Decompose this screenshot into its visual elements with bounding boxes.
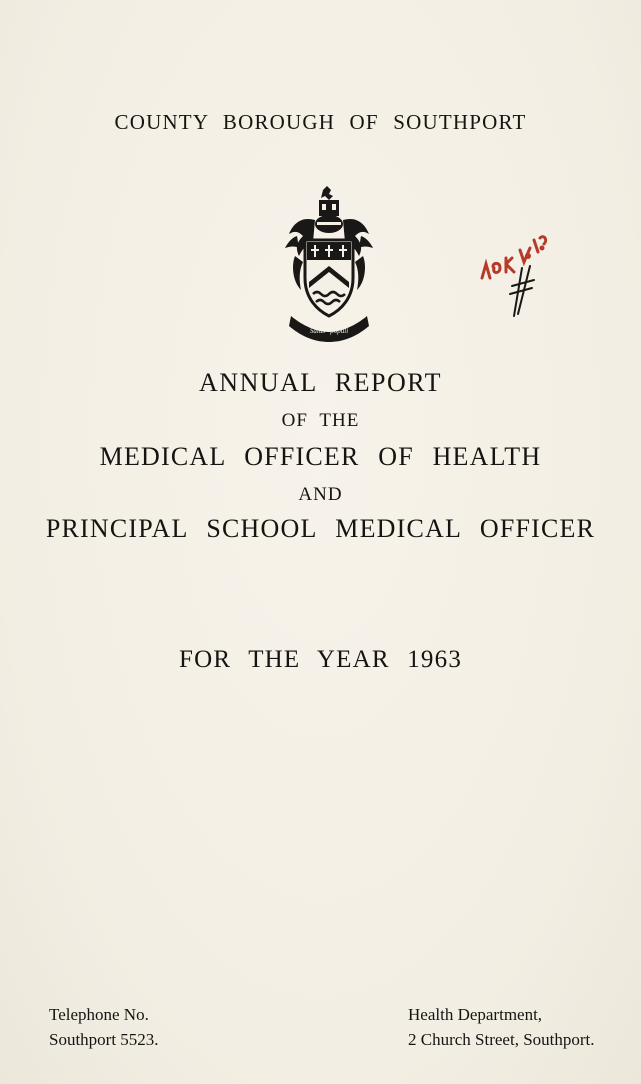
report-title-moh: MEDICAL OFFICER OF HEALTH xyxy=(99,442,542,471)
telephone-block xyxy=(49,1002,159,1052)
report-title-psmo: PRINCIPAL SCHOOL MEDICAL OFFICER xyxy=(45,514,596,543)
county-borough-heading: COUNTY BOROUGH OF SOUTHPORT xyxy=(114,110,527,134)
address-department: Health Department, xyxy=(408,1005,543,1024)
telephone-label: Telephone No. xyxy=(49,1005,149,1024)
svg-text:Salus · populi: Salus · populi xyxy=(309,327,349,335)
library-stamp-icon xyxy=(472,228,556,320)
report-title-and: AND xyxy=(298,484,343,505)
telephone-number: Southport 5523. xyxy=(49,1030,159,1049)
address-block xyxy=(408,1002,595,1052)
report-title: ANNUAL REPORT xyxy=(199,368,442,397)
report-title-of-the: OF THE xyxy=(281,410,360,431)
report-year: FOR THE YEAR 1963 xyxy=(178,646,463,673)
address-street: 2 Church Street, Southport. xyxy=(408,1030,595,1049)
borough-crest-icon xyxy=(283,186,375,342)
